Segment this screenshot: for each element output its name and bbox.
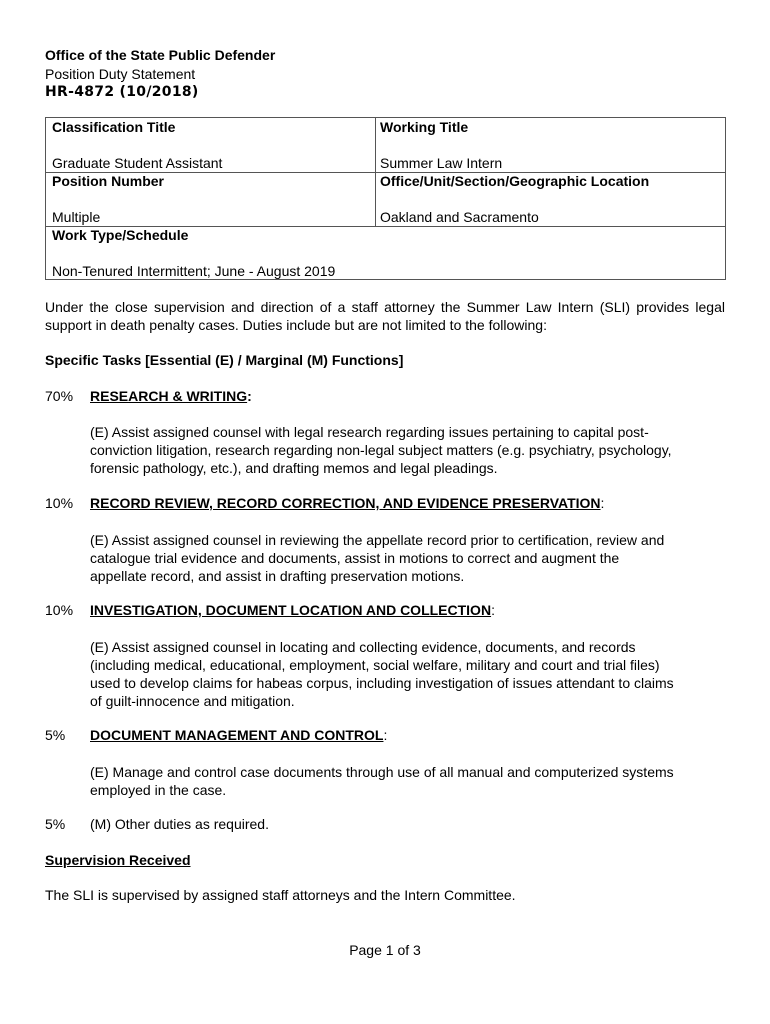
task-percent: 5% — [45, 727, 66, 743]
task-description: (E) Manage and control case documents through use of all manual and computerized systems employed in the case. — [90, 764, 674, 798]
position-number-label: Position Number — [52, 173, 165, 189]
classification-label: Classification Title — [52, 119, 176, 135]
task-description: (E) Assist assigned counsel in reviewing the appellate record prior to certification, review and catalogue trial evidence and documents, assist in motions to correct and augment the appellate record, and assist in drafting preservation motions. — [90, 532, 665, 584]
work-type-label: Work Type/Schedule — [52, 227, 189, 243]
form-id: HR-4872 (10/2018) — [45, 84, 199, 100]
position-info-table — [45, 117, 726, 280]
page-number: Page 1 of 3 — [349, 942, 421, 958]
task-description: (E) Assist assigned counsel with legal research regarding issues pertaining to capital post- conviction litigation, research regarding non-legal subject matters (e.g. psychiatry, psychology, forensic pathology, etc.), and drafting memos and legal pleadings. — [90, 424, 672, 476]
work-type-value: Non-Tenured Intermittent; June - August 2019 — [52, 263, 336, 279]
intro-paragraph: Under the close supervision and direction of a staff attorney the Summer Law Intern (SLI) provides legal support in death penalty cases. Duties include but are not limited to the following: — [45, 299, 725, 333]
working-title-label: Working Title — [380, 119, 469, 135]
task-percent: 70% — [45, 388, 74, 404]
task-title: RESEARCH & WRITING: — [90, 388, 252, 404]
doc-type: Position Duty Statement — [45, 66, 196, 82]
classification-value: Graduate Student Assistant — [52, 155, 223, 171]
task-percent: 10% — [45, 602, 74, 618]
org-name: Office of the State Public Defender — [45, 47, 276, 63]
task-percent: 10% — [45, 495, 74, 511]
supervision-heading: Supervision Received — [45, 852, 191, 868]
task-description: (E) Assist assigned counsel in locating and collecting evidence, documents, and records (including medical, educational, employment, social welfare, military and court and trial files) used to develop claims for habeas corpus, including investigation of issues attendant to claims of guilt-innocence and mitigation. — [90, 639, 674, 709]
task-title: RECORD REVIEW, RECORD CORRECTION, AND EVIDENCE PRESERVATION: — [90, 495, 605, 511]
position-number-value: Multiple — [52, 209, 101, 225]
office-location-label: Office/Unit/Section/Geographic Location — [380, 173, 650, 189]
task-other-duties: (M) Other duties as required. — [90, 816, 269, 832]
tasks-heading: Specific Tasks [Essential (E) / Marginal (M) Functions] — [45, 352, 404, 368]
working-title-value: Summer Law Intern — [380, 155, 503, 171]
supervision-text: The SLI is supervised by assigned staff attorneys and the Intern Committee. — [45, 887, 516, 903]
table-divider — [375, 118, 376, 226]
task-title: DOCUMENT MANAGEMENT AND CONTROL: — [90, 727, 388, 743]
office-location-value: Oakland and Sacramento — [380, 209, 539, 225]
task-title: INVESTIGATION, DOCUMENT LOCATION AND COLLECTION: — [90, 602, 495, 618]
task-percent: 5% — [45, 816, 66, 832]
